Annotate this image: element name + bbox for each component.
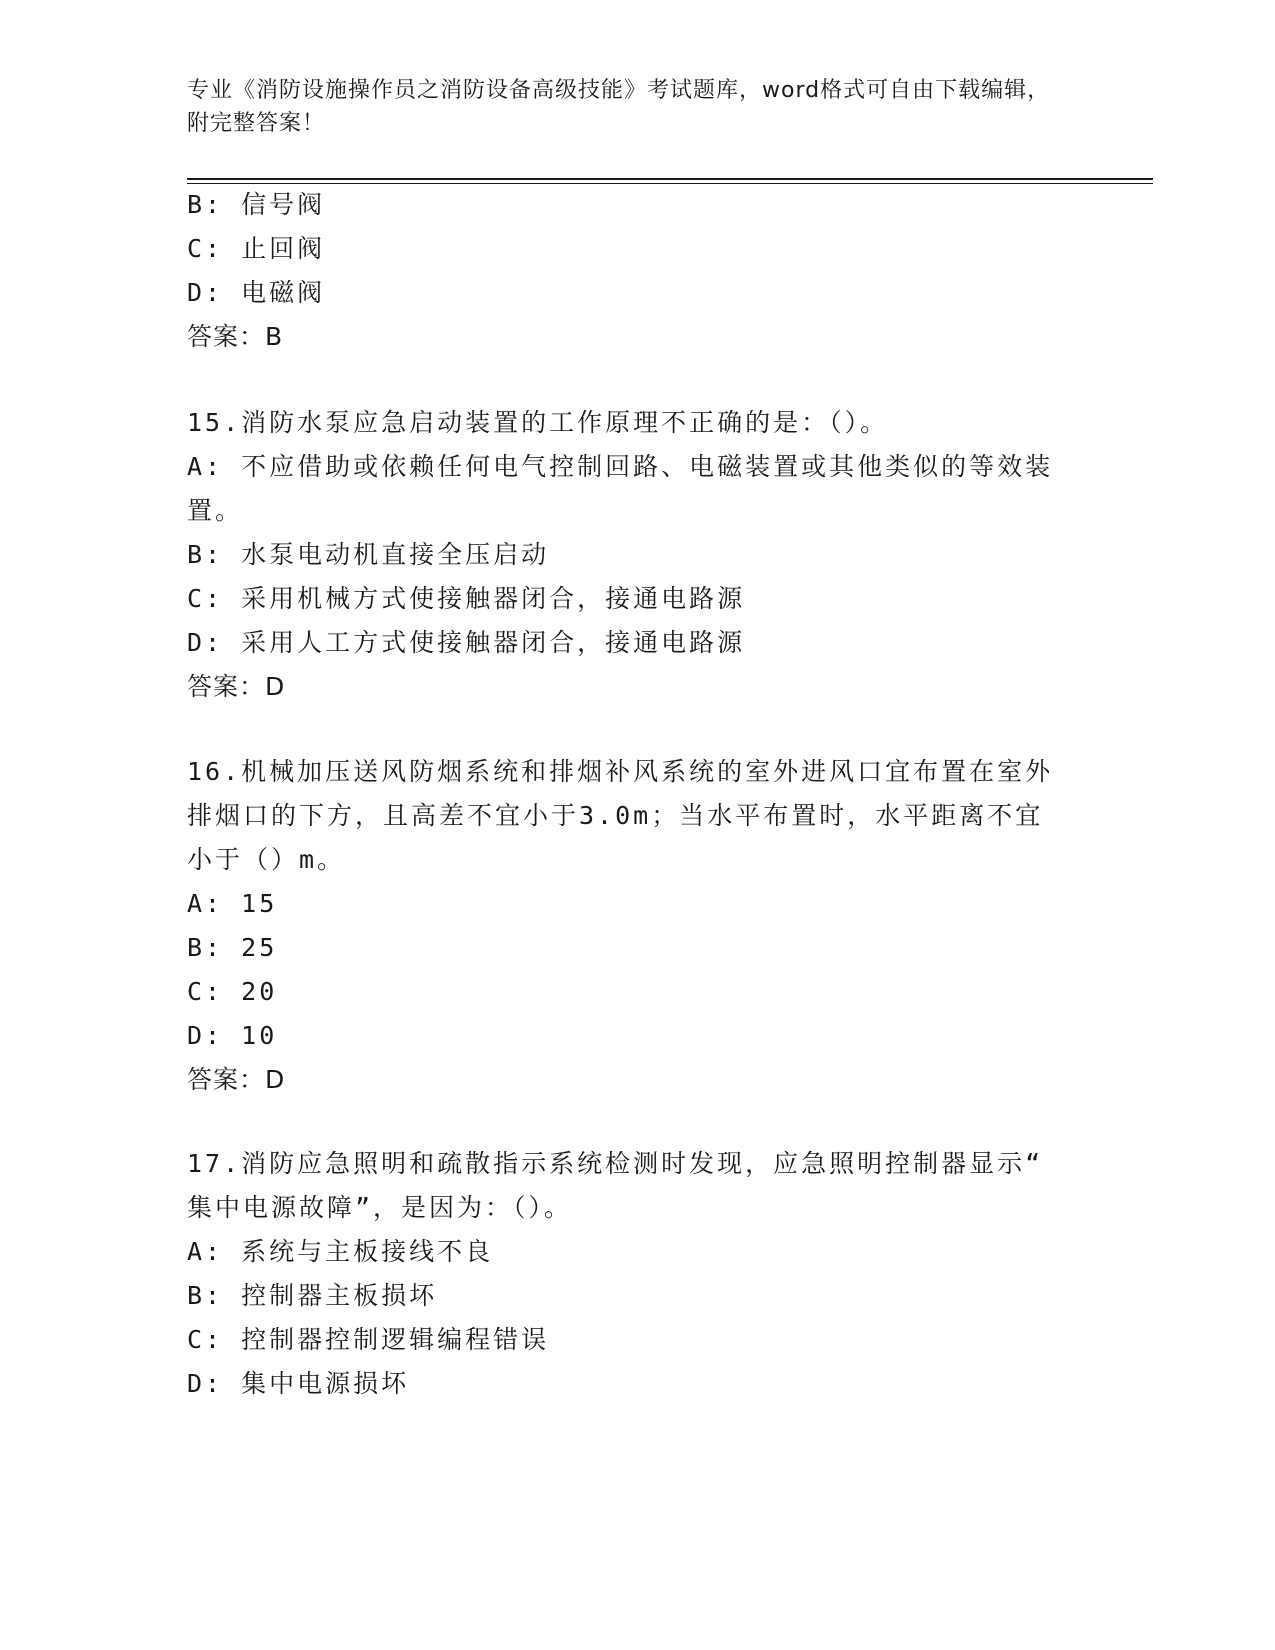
option-d: D: 采用人工方式使接触器闭合，接通电路源	[187, 628, 746, 657]
option-a: A: 不应借助或依赖任何电气控制回路、电磁装置或其他类似的等效装	[187, 452, 1054, 481]
option-b: B: 25	[187, 933, 278, 962]
question-stem-line-3: 小于（）m。	[187, 845, 346, 874]
header-divider-thin	[187, 183, 1153, 184]
question-stem-line-1: 16.机械加压送风防烟系统和排烟补风系统的室外进风口宜布置在室外	[187, 757, 1054, 786]
option-a-continued: 置。	[187, 496, 244, 525]
answer-line: 答案：B	[187, 322, 284, 351]
option-c: C: 止回阀	[187, 234, 326, 263]
question-stem: 15.消防水泵应急启动装置的工作原理不正确的是：（）。	[187, 408, 889, 437]
option-a: A: 系统与主板接线不良	[187, 1237, 494, 1266]
option-d: D: 集中电源损坏	[187, 1369, 410, 1398]
question-stem-line-2: 集中电源故障”，是因为：（）。	[187, 1193, 573, 1222]
header-divider-thick	[187, 178, 1153, 180]
option-c: C: 控制器控制逻辑编程错误	[187, 1325, 550, 1354]
document-header: 专业《消防设施操作员之消防设备高级技能》考试题库，word格式可自由下载编辑，附完整答案！	[187, 78, 1051, 136]
option-a: A: 15	[187, 889, 278, 918]
option-c: C: 采用机械方式使接触器闭合，接通电路源	[187, 584, 746, 613]
option-b: B: 信号阀	[187, 190, 326, 219]
option-b: B: 水泵电动机直接全压启动	[187, 540, 550, 569]
option-c: C: 20	[187, 977, 278, 1006]
option-d: D: 10	[187, 1021, 278, 1050]
question-stem-line-1: 17.消防应急照明和疏散指示系统检测时发现，应急照明控制器显示“	[187, 1149, 1044, 1178]
option-b: B: 控制器主板损坏	[187, 1281, 438, 1310]
option-d: D: 电磁阀	[187, 278, 326, 307]
answer-line: 答案：D	[187, 1065, 286, 1094]
question-stem-line-2: 排烟口的下方，且高差不宜小于3.0m；当水平布置时，水平距离不宜	[187, 801, 1044, 830]
answer-line: 答案：D	[187, 672, 286, 701]
